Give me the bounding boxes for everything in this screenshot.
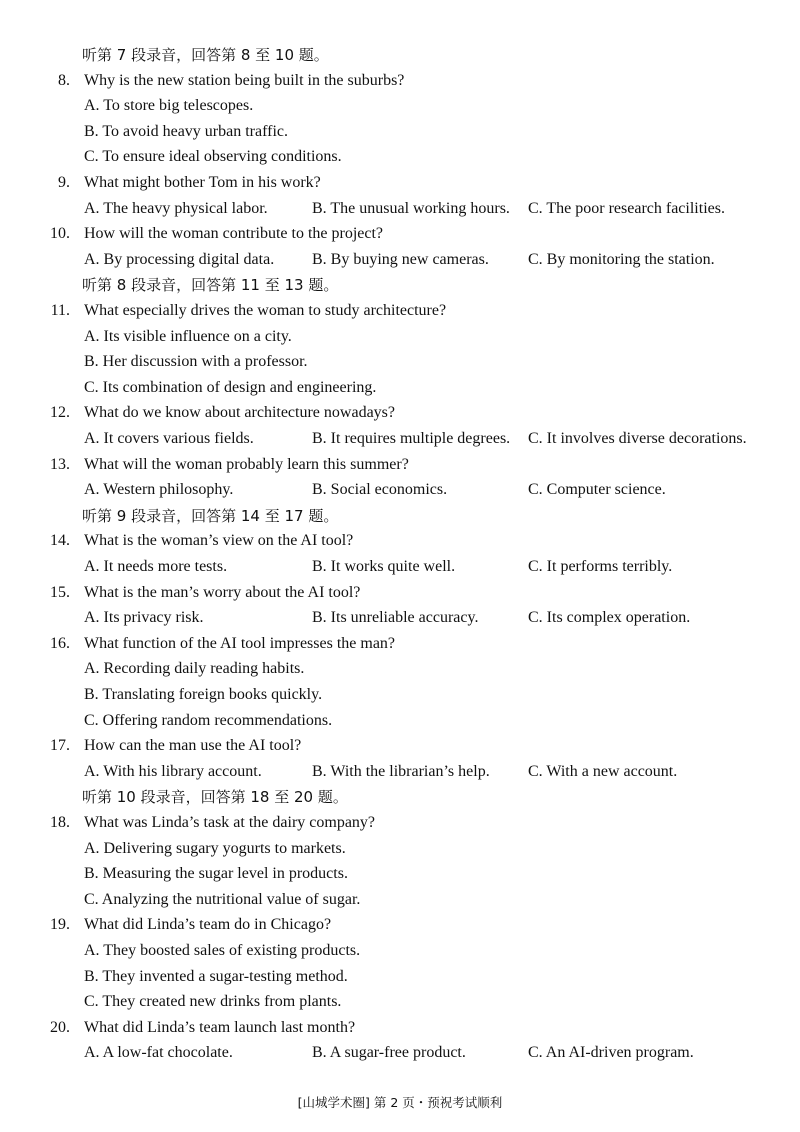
options-row [0,657,800,681]
options-row [0,120,800,144]
question-row [0,1016,800,1040]
answer-option: A. The heavy physical labor. [84,199,268,217]
answer-option: C. With a new account. [528,762,678,780]
answer-option: A. Western philosophy. [84,481,234,499]
options-row [0,862,800,886]
question-row [0,913,800,937]
section-instruction: 听第 7 段录音，回答第 8 至 10 题。 [82,46,329,64]
answer-option: A. Its privacy risk. [84,609,204,627]
options-row [0,145,800,169]
question-row [0,453,800,477]
answer-option: B. Measuring the sugar level in products. [84,865,348,883]
question-number: 12. [50,404,70,422]
answer-option: A. To store big telescopes. [84,97,254,115]
answer-option: C. The poor research facilities. [528,199,725,217]
question-text: What is the woman’s view on the AI tool? [84,532,354,550]
answer-option: A. It needs more tests. [84,558,228,575]
question-number: 20. [50,1018,70,1036]
answer-option: C. An AI-driven program. [528,1044,694,1062]
section-instruction: 听第 10 段录音，回答第 18 至 20 题。 [82,788,348,807]
answer-option: C. It involves diverse decorations. [528,430,747,447]
answer-option: A. They boosted sales of existing products. [84,942,361,959]
question-number: 8. [58,71,70,89]
answer-option: A. Delivering sugary yogurts to markets. [84,839,346,857]
question-number: 17. [50,737,70,755]
options-row [0,94,800,118]
question-number: 13. [50,455,70,473]
options-row [0,939,800,963]
question-text: How will the woman contribute to the project? [84,225,384,243]
question-row [0,299,800,323]
answer-option: C. It performs terribly. [528,558,673,575]
options-row [0,376,800,400]
options-row [0,683,800,707]
question-text: What did Linda’s team launch last month? [84,1018,356,1036]
answer-option: B. Her discussion with a professor. [84,353,308,371]
answer-option: B. Its unreliable accuracy. [312,609,479,627]
question-row [0,401,800,425]
question-text: What did Linda’s team do in Chicago? [84,916,332,934]
options-row [0,760,800,784]
answer-option: B. To avoid heavy urban traffic. [84,122,289,140]
options-row [0,350,800,374]
answer-option: B. It requires multiple degrees. [312,430,511,447]
answer-option: B. It works quite well. [312,558,456,575]
answer-option: C. Computer science. [528,481,666,499]
question-row [0,632,800,656]
question-text: How can the man use the AI tool? [84,737,302,755]
question-number: 15. [50,583,70,601]
options-row [0,709,800,733]
section-instruction: 听第 9 段录音，回答第 14 至 17 题。 [82,506,339,525]
answer-option: A. Recording daily reading habits. [84,660,305,678]
question-row [0,734,800,758]
question-number: 10. [50,225,70,243]
answer-option: A. By processing digital data. [84,250,275,268]
options-row [0,248,800,272]
answer-option: B. The unusual working hours. [312,199,510,217]
section-instruction: 听第 8 段录音，回答第 11 至 13 题。 [82,276,339,295]
question-number: 18. [50,814,70,831]
question-number: 16. [50,634,70,652]
options-row [0,965,800,989]
question-text: What do we know about architecture nowadays? [84,404,395,422]
question-number: 19. [50,916,70,934]
question-text: What was Linda’s task at the dairy company? [84,814,376,831]
answer-option: A. A low-fat chocolate. [84,1044,233,1062]
question-text: What is the man’s worry about the AI tool? [84,583,361,601]
answer-option: B. With the librarian’s help. [312,762,490,780]
answer-option: A. Its visible influence on a city. [84,327,292,345]
answer-option: A. With his library account. [84,762,262,780]
answer-option: B. Social economics. [312,481,448,499]
answer-option: C. Analyzing the nutritional value of sugar. [84,890,361,908]
question-text: Why is the new station being built in the suburbs? [84,71,405,89]
answer-option: B. By buying new cameras. [312,250,489,268]
answer-option: C. They created new drinks from plants. [84,993,342,1011]
question-row [0,811,800,835]
options-row [0,325,800,349]
answer-option: B. They invented a sugar-testing method. [84,967,348,985]
page-footer: [山城学术圈] 第 2 页・预祝考试顺利 [297,1095,503,1110]
question-row [0,581,800,605]
options-row [0,478,800,502]
answer-option: C. Its combination of design and engineering. [84,378,377,396]
question-text: What might bother Tom in his work? [84,174,321,191]
answer-option: C. Offering random recommendations. [84,711,333,729]
answer-option: C. To ensure ideal observing conditions. [84,148,342,166]
answer-option: C. By monitoring the station. [528,250,715,268]
options-row [0,990,800,1014]
answer-option: B. A sugar-free product. [312,1044,466,1062]
options-row [0,606,800,630]
question-row [0,529,800,553]
answer-option: A. It covers various fields. [84,430,254,447]
question-number: 9. [58,174,70,191]
answer-option: C. Its complex operation. [528,609,691,627]
options-row [0,555,800,579]
question-text: What especially drives the woman to study architecture? [84,302,447,319]
question-text: What will the woman probably learn this summer? [84,455,409,473]
options-row [0,888,800,912]
options-row [0,427,800,451]
question-row [0,171,800,195]
question-text: What function of the AI tool impresses the man? [84,634,396,652]
options-row [0,837,800,861]
options-row [0,197,800,221]
question-number: 14. [50,532,70,550]
question-number: 11. [50,302,70,319]
options-row [0,1041,800,1065]
question-row [0,69,800,93]
answer-option: B. Translating foreign books quickly. [84,686,323,703]
question-row [0,222,800,246]
